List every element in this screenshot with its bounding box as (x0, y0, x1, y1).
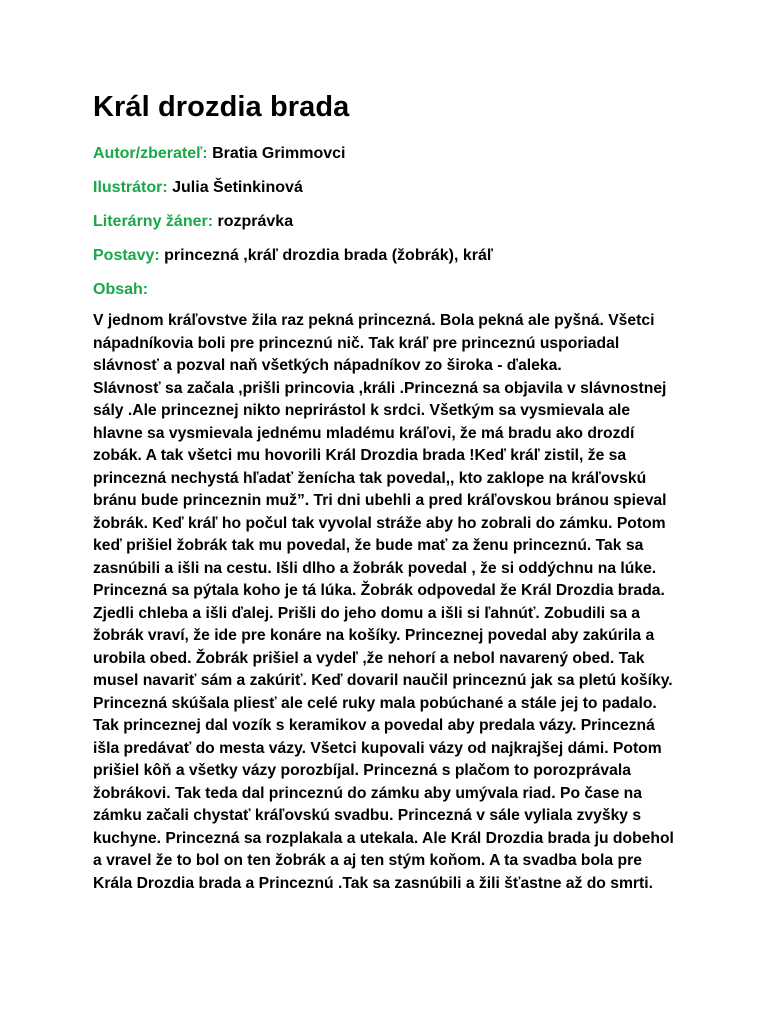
story-line: bránu bude princeznin muž”. Tri dni ubehli a pred kráľovskou bránou spieval (93, 492, 667, 509)
meta-genre-label: Literárny žáner: (93, 213, 214, 230)
story-line: Tak princeznej dal vozík s keramikov a povedal aby predala vázy. Princezná (93, 717, 655, 734)
story-paragraph (93, 310, 683, 895)
document-page (93, 88, 683, 895)
meta-genre (93, 212, 683, 232)
story-line: zasnúbili a išli na cestu. Išli dlho a žobrák povedal , že si oddýchnu na lúke. (93, 559, 657, 577)
meta-illustrator-label: Ilustrátor: (93, 179, 168, 196)
meta-illustrator-value: Julia Šetinkinová (172, 179, 303, 196)
meta-illustrator (93, 178, 683, 198)
story-line: musel navariť sám a zakúriť. Keď dovaril naučil princeznú jak sa pletú košíky. (93, 672, 673, 689)
meta-genre-value: rozprávka (217, 213, 294, 230)
story-line: zobák. A tak všetci mu hovorili Král Drozdia brada !Keď kráľ zistil, že sa (93, 447, 627, 464)
meta-characters-label: Postavy: (93, 247, 160, 264)
story-line: prišiel kôň a všetky vázy porozbíjal. Princezná s plačom to porozprávala (93, 762, 631, 779)
story-line: Krála Drozdia brada a Princeznú .Tak sa zasnúbili a žili šťastne až do smrti. (93, 874, 653, 892)
story-line: Zjedli chleba a išli ďalej. Prišli do jeho domu a išli si ľahnúť. Zobudili sa a (93, 604, 641, 622)
story-line: urobila obed. Žobrák prišiel a vydeľ ,že nehorí a nebol navarený obed. Tak (93, 649, 645, 667)
story-line: Slávnosť sa začala ,prišli princovia ,králi .Princezná sa objavila v slávnostnej (93, 379, 667, 397)
story-line: keď prišiel žobrák tak mu povedal, že bude mať za ženu princeznú. Tak sa (93, 537, 644, 554)
meta-characters (93, 246, 683, 266)
meta-author-value: Bratia Grimmovci (212, 145, 346, 162)
story-line: žobrák vraví, že ide pre konáre na košíky. Princeznej povedal aby zakúrila a (93, 627, 655, 644)
story-line: hlavne sa vysmievala jednému mladému kráľovi, že má bradu ako drozdí (93, 424, 635, 442)
story-line: princezná nechystá hľadať ženícha tak povedal,, kto zaklope na kráľovskú (93, 469, 647, 487)
story-line: a vravel že to bol on ten žobrák a aj ten stým koňom. A ta svadba bola pre (93, 852, 642, 869)
content-heading: Obsah: (93, 281, 149, 298)
story-line: Princezná skúšala pliesť ale celé ruky mala pobúchané a stále jej to padalo. (93, 694, 657, 712)
story-line: slávnosť a pozval naň všetkých nápadníkov zo široka - ďaleka. (93, 357, 562, 374)
story-line: zámku začali chystať kráľovskú svadbu. Princezná v sále vyliala zvyšky s (93, 807, 642, 824)
story-line: kuchyne. Princezná sa rozplakala a utekala. Ale Král Drozdia brada ju dobehol (93, 829, 674, 847)
document-title: Král drozdia brada (93, 91, 350, 123)
story-line: nápadníkovia boli pre princeznú nič. Tak kráľ pre princeznú usporiadal (93, 334, 620, 352)
story-line: žobrák. Keď kráľ ho počul tak vyvolal stráže aby ho zobrali do zámku. Potom (93, 514, 666, 532)
story-line: sály .Ale princeznej nikto neprirástol k srdci. Všetkým sa vysmievala ale (93, 402, 631, 419)
meta-characters-value: princezná ,kráľ drozdia brada (žobrák), kráľ (164, 247, 494, 264)
story-line: Princezná sa pýtala koho je tá lúka. Žobrák odpovedal že Král Drozdia brada. (93, 582, 665, 599)
story-line: žobrákovi. Tak teda dal princeznú do zámku aby umývala riad. Po čase na (93, 784, 642, 802)
meta-author (93, 144, 683, 164)
story-line: išla predávať do mesta vázy. Všetci kupovali vázy od najkrajšej dámi. Potom (93, 739, 662, 757)
meta-author-label: Autor/zberateľ: (93, 145, 208, 162)
story-line: V jednom kráľovstve žila raz pekná princezná. Bola pekná ale pyšná. Všetci (93, 312, 655, 329)
